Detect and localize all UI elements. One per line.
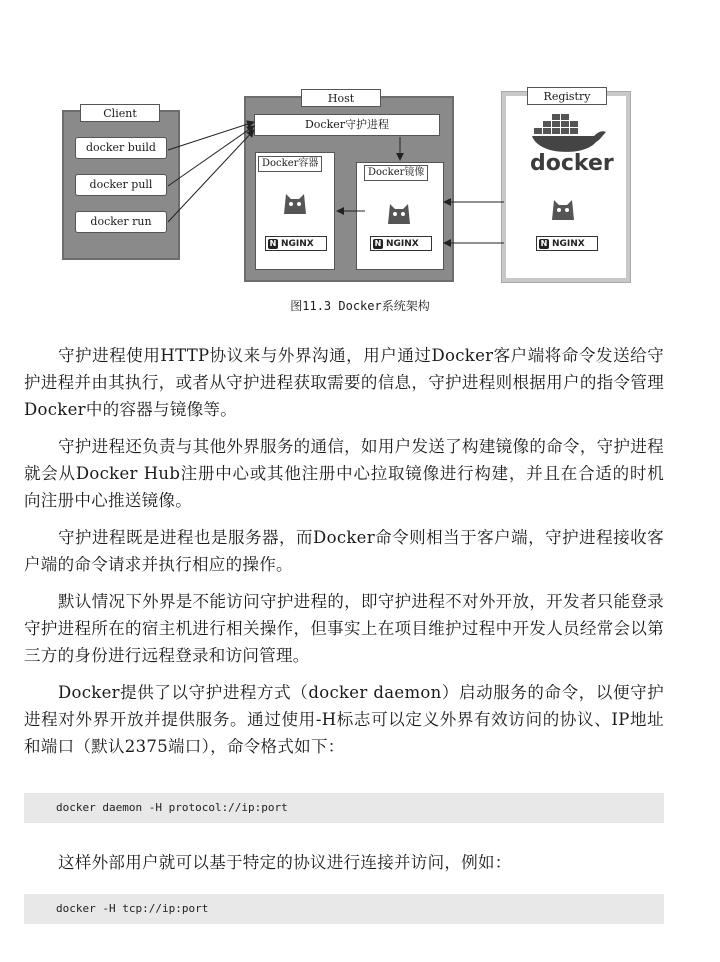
- arrow-run: [168, 130, 254, 222]
- client-label: Client: [80, 104, 160, 122]
- nginx-icon: N: [269, 238, 277, 248]
- nginx-logo: N NGINX: [265, 236, 327, 251]
- image-label: Docker镜像: [364, 165, 428, 181]
- arrow-pull: [168, 126, 254, 186]
- nginx-icon: N: [540, 238, 548, 248]
- registry-label: Registry: [527, 87, 607, 105]
- docker-logo-text: docker: [530, 151, 614, 176]
- figure-caption: 图11.3 Docker系统架构: [290, 299, 430, 313]
- paragraph-2: 守护进程还负责与其他外界服务的通信，如用户发送了构建镜像的命令，守护进程就会从Docker Hub注册中心或其他注册中心拉取镜像进行构建，并且在合适的时机向注册中心推送镜像。: [24, 437, 664, 510]
- paragraph-1: 守护进程使用HTTP协议来与外界沟通，用户通过Docker客户端将命令发送给守护进程并由其执行，或者从守护进程获取需要的信息，守护进程则根据用户的指令管理Docker中的容器与镜像等。: [24, 346, 664, 419]
- nginx-logo: N NGINX: [536, 236, 598, 251]
- code-block-1: docker daemon -H protocol://ip:port: [24, 793, 664, 823]
- paragraph-3: 守护进程既是进程也是服务器，而Docker命令则相当于客户端，守护进程接收客户端的命令请求并执行相应的操作。: [24, 528, 664, 574]
- figure-arrows: [0, 0, 720, 300]
- nginx-logo: N NGINX: [370, 236, 432, 251]
- docker-build-box: docker build: [75, 137, 167, 159]
- host-label: Host: [301, 89, 381, 107]
- paragraph-5: Docker提供了以守护进程方式（docker daemon）启动服务的命令，以便守护进程对外界开放并提供服务。通过使用-H标志可以定义外界有效访问的协议、IP地址和端口（默认2375端口），命令格式如下：: [24, 683, 664, 756]
- paragraph-4: 默认情况下外界是不能访问守护进程的，即守护进程不对外开放，开发者只能登录守护进程所在的宿主机进行相关操作，但事实上在项目维护过程中开发人员经常会以第三方的身份进行远程登录和访问管理。: [24, 592, 664, 665]
- paragraph-6: 这样外部用户就可以基于特定的协议进行连接并访问，例如：: [58, 853, 512, 872]
- container-label: Docker容器: [258, 156, 322, 172]
- docker-daemon-box: Docker守护进程: [254, 114, 440, 136]
- docker-pull-box: docker pull: [75, 174, 167, 196]
- nginx-icon: N: [374, 238, 382, 248]
- code-block-2: docker -H tcp://ip:port: [24, 894, 664, 924]
- arrow-build: [168, 122, 254, 150]
- docker-run-box: docker run: [75, 211, 167, 233]
